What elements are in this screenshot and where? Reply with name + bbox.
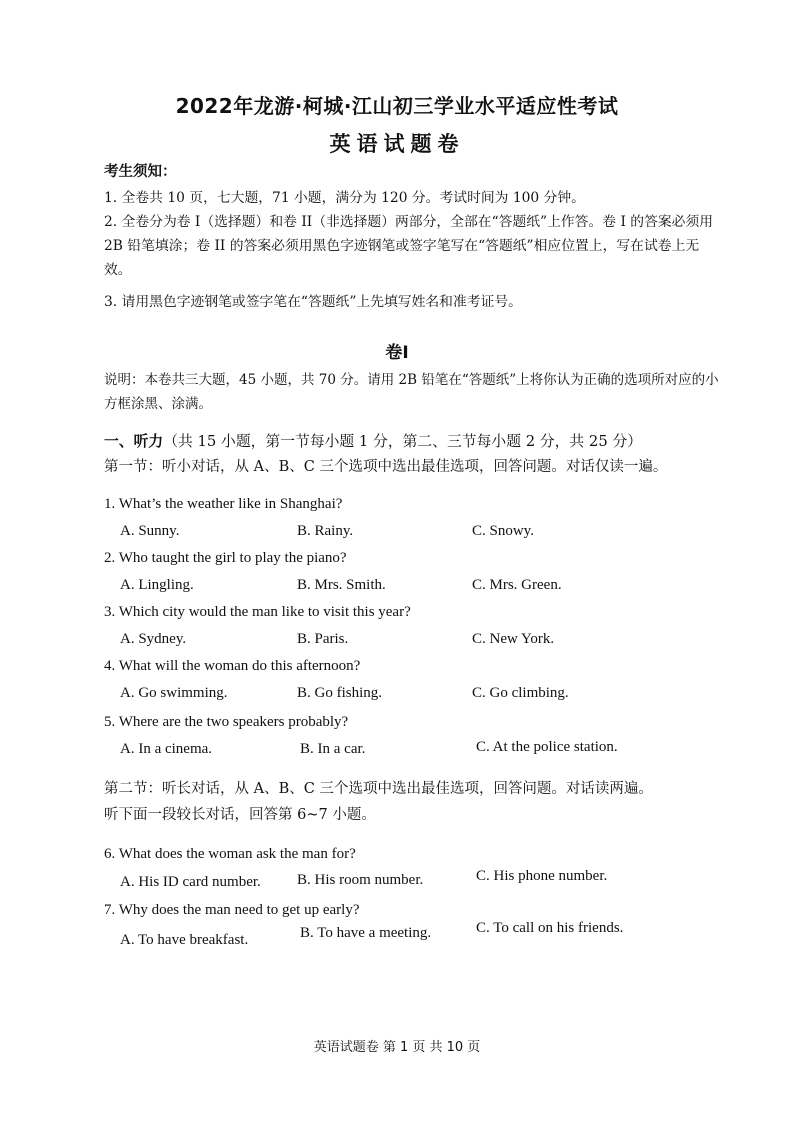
volume-title: 卷I bbox=[385, 343, 409, 363]
listening-title-detail: （共 15 小题，第一节每小题 1 分，第二、三节每小题 2 分，共 25 分） bbox=[163, 433, 643, 450]
question-6-option-b: B. His room number. bbox=[297, 872, 424, 888]
exam-title: 2022年龙游·柯城·江山初三学业水平适应性考试 bbox=[175, 94, 619, 118]
question-2: 2. Who taught the girl to play the piano? bbox=[104, 550, 347, 566]
question-1-option-b: B. Rainy. bbox=[297, 523, 354, 539]
notice-item-3: 3. 请用黑色字迹钢笔或签字笔在“答题纸”上先填写姓名和准考证号。 bbox=[104, 294, 522, 310]
question-5-option-b: B. In a car. bbox=[300, 741, 366, 757]
question-2-option-b: B. Mrs. Smith. bbox=[297, 577, 386, 593]
question-2-option-a: A. Lingling. bbox=[120, 577, 194, 593]
question-5-option-a: A. In a cinema. bbox=[120, 741, 213, 757]
question-3-option-a: A. Sydney. bbox=[120, 631, 187, 647]
part2-instruction bbox=[104, 776, 724, 828]
page-footer: 英语试题卷 第 1 页 共 10 页 bbox=[313, 1040, 481, 1055]
question-7: 7. Why does the man need to get up early? bbox=[104, 902, 360, 918]
question-7-option-a: A. To have breakfast. bbox=[120, 932, 249, 948]
question-4: 4. What will the woman do this afternoon? bbox=[104, 658, 361, 674]
listening-title: 一、听力 bbox=[104, 433, 164, 450]
question-6-option-c: C. His phone number. bbox=[476, 868, 608, 884]
question-4-option-b: B. Go fishing. bbox=[297, 685, 383, 701]
listening-section-title bbox=[104, 430, 642, 451]
question-7-option-b: B. To have a meeting. bbox=[300, 925, 432, 941]
part2-instruction-line-1: 第二节：听长对话，从 A、B、C 三个选项中选出最佳选项，回答问题。对话读两遍。 bbox=[104, 781, 653, 797]
notice-item-2: 2. 全卷分为卷 I（选择题）和卷 II（非选择题）两部分，全部在“答题纸”上作答。卷 I 的答案必须用 2B 铅笔填涂；卷 II 的答案必须用黑色字迹钢笔或签字笔写在“答题纸”相应位置上，写在试卷上无效。 bbox=[104, 214, 714, 278]
question-5-option-c: C. At the police station. bbox=[476, 739, 618, 755]
notice-heading: 考生须知： bbox=[104, 164, 177, 180]
question-1-option-c: C. Snowy. bbox=[472, 523, 534, 539]
part1-instruction: 第一节：听小对话，从 A、B、C 三个选项中选出最佳选项，回答问题。对话仅读一遍。 bbox=[104, 459, 668, 475]
question-4-option-a: A. Go swimming. bbox=[120, 685, 228, 701]
question-6: 6. What does the woman ask the man for? bbox=[104, 846, 356, 862]
question-6-option-a: A. His ID card number. bbox=[120, 874, 261, 890]
question-3-option-b: B. Paris. bbox=[297, 631, 349, 647]
notice-item-1: 1. 全卷共 10 页，七大题，71 小题，满分为 120 分。考试时间为 100 分钟。 bbox=[104, 190, 585, 206]
question-5: 5. Where are the two speakers probably? bbox=[104, 714, 349, 730]
question-3: 3. Which city would the man like to visit this year? bbox=[104, 604, 411, 620]
question-7-option-c: C. To call on his friends. bbox=[476, 920, 624, 936]
question-1: 1. What’s the weather like in Shanghai? bbox=[104, 496, 343, 512]
question-1-option-a: A. Sunny. bbox=[120, 523, 180, 539]
volume-note: 说明：本卷共三大题，45 小题，共 70 分。请用 2B 铅笔在“答题纸”上将你认为正确的选项所对应的小方框涂黑、涂满。 bbox=[104, 372, 719, 412]
question-3-option-c: C. New York. bbox=[472, 631, 555, 647]
part2-instruction-line-2: 听下面一段较长对话，回答第 6~7 小题。 bbox=[104, 807, 376, 823]
exam-subtitle: 英语试题卷 bbox=[329, 132, 465, 156]
question-4-option-c: C. Go climbing. bbox=[472, 685, 569, 701]
question-2-option-c: C. Mrs. Green. bbox=[472, 577, 562, 593]
